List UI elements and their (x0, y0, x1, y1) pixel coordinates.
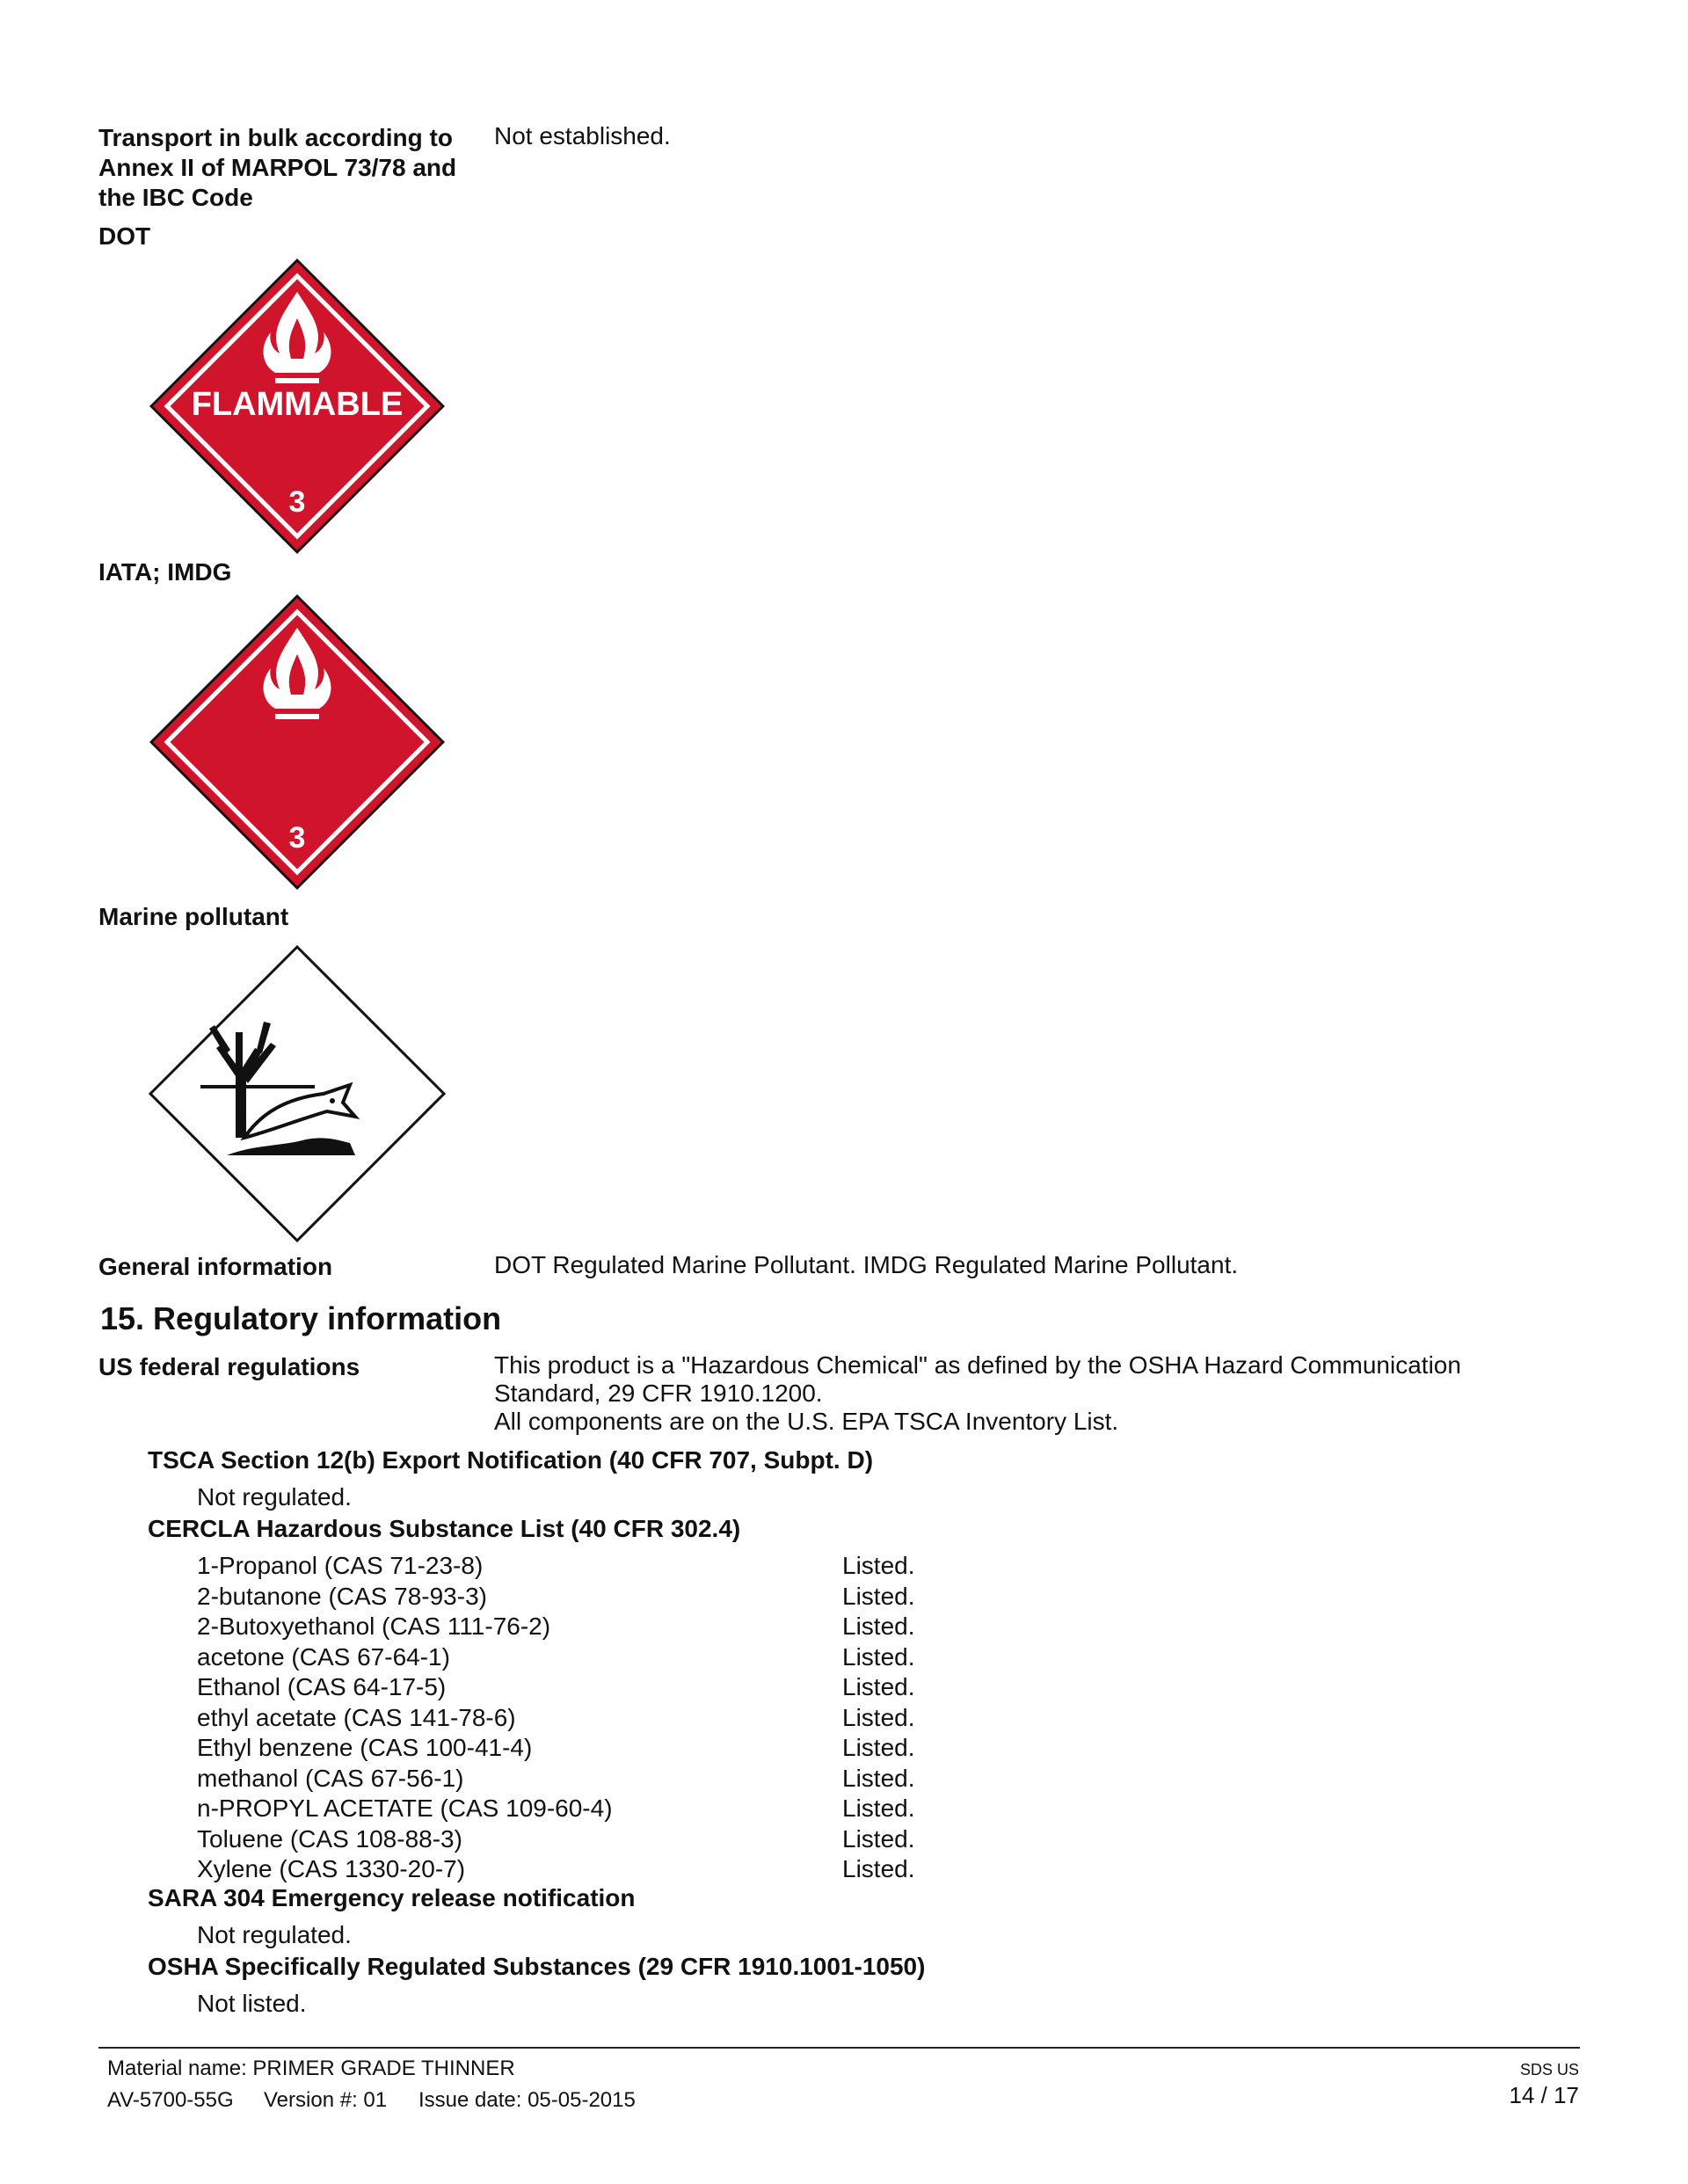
substance-name: 2-Butoxyethanol (CAS 111-76-2) (197, 1613, 551, 1640)
table-row (197, 1612, 988, 1642)
dot-label: DOT (98, 222, 151, 250)
substance-name: methanol (CAS 67-56-1) (197, 1764, 464, 1792)
section-heading: 15. Regulatory information (100, 1300, 502, 1336)
marpol-value: Not established. (494, 122, 671, 149)
substance-name: Ethyl benzene (CAS 100-41-4) (197, 1734, 533, 1761)
us-federal-label: US federal regulations (98, 1353, 360, 1380)
iata-imdg-label: IATA; IMDG (98, 558, 232, 586)
substance-name: 2-butanone (CAS 78-93-3) (197, 1582, 487, 1610)
substance-status: Listed. (842, 1642, 915, 1671)
table-row (197, 1642, 988, 1673)
osha-value: Not listed. (197, 1990, 307, 2017)
table-row (197, 1551, 988, 1582)
table-row (197, 1764, 988, 1795)
substance-status: Listed. (842, 1582, 915, 1610)
substance-status: Listed. (842, 1613, 915, 1640)
substance-status: Listed. (842, 1703, 915, 1731)
substance-status: Listed. (842, 1552, 915, 1579)
substance-name: acetone (CAS 67-64-1) (197, 1642, 450, 1671)
substance-name: Ethanol (CAS 64-17-5) (197, 1673, 447, 1700)
substance-status: Listed. (842, 1795, 915, 1822)
tsca-heading: TSCA Section 12(b) Export Notification (40 CFR 707, Subpt. D) (148, 1446, 874, 1474)
sara-heading: SARA 304 Emergency release notification (148, 1884, 636, 1911)
cercla-table (197, 1551, 988, 1885)
us-federal-line2: Standard, 29 CFR 1910.1200. (494, 1380, 823, 1407)
placard-class-number: 3 (288, 821, 306, 855)
footer-divider (98, 2047, 1580, 2049)
substance-status: Listed. (842, 1764, 915, 1792)
substance-status: Listed. (842, 1855, 915, 1882)
substance-status: Listed. (842, 1824, 915, 1853)
sara-value: Not regulated. (197, 1921, 352, 1948)
table-row (197, 1824, 988, 1855)
environmentally-hazardous-substance-mark-icon (148, 944, 447, 1243)
flammable-liquid-class3-placard-icon (148, 593, 447, 892)
substance-name: Xylene (CAS 1330-20-7) (197, 1855, 466, 1882)
us-federal-line1: This product is a "Hazardous Chemical" as defined by the OSHA Hazard Communication (494, 1351, 1461, 1379)
table-row (197, 1733, 988, 1764)
us-federal-line3: All components are on the U.S. EPA TSCA Inventory List. (494, 1408, 1119, 1435)
footer-issue-date: Issue date: 05-05-2015 (418, 2088, 636, 2112)
tsca-value: Not regulated. (197, 1483, 352, 1511)
flammable-liquid-placard-icon (148, 257, 447, 556)
table-row (197, 1672, 988, 1703)
osha-heading: OSHA Specifically Regulated Substances (29 CFR 1910.1001-1050) (148, 1953, 926, 1980)
footer-material-name: Material name: PRIMER GRADE THINNER (107, 2057, 515, 2080)
substance-status: Listed. (842, 1673, 915, 1700)
general-info-value: DOT Regulated Marine Pollutant. IMDG Regulated Marine Pollutant. (494, 1251, 1239, 1278)
placard-text: FLAMMABLE (191, 386, 404, 423)
marine-pollutant-label: Marine pollutant (98, 903, 289, 930)
table-row (197, 1703, 988, 1734)
cercla-heading: CERCLA Hazardous Substance List (40 CFR 302.4) (148, 1515, 741, 1542)
substance-name: ethyl acetate (CAS 141-78-6) (197, 1703, 516, 1731)
general-info-label: General information (98, 1253, 333, 1280)
substance-status: Listed. (842, 1734, 915, 1761)
placard-class-number: 3 (288, 485, 306, 519)
footer-product-code: AV-5700-55G (107, 2088, 234, 2112)
footer-doc-type: SDS US (1519, 2061, 1579, 2078)
table-row (197, 1582, 988, 1613)
table-row (197, 1794, 988, 1824)
footer-version: Version #: 01 (264, 2088, 388, 2112)
substance-name: 1-Propanol (CAS 71-23-8) (197, 1552, 484, 1579)
table-row (197, 1854, 988, 1885)
substance-name: n-PROPYL ACETATE (CAS 109-60-4) (197, 1795, 613, 1822)
marpol-label: Transport in bulk according to Annex II of MARPOL 73/78 and the IBC Code (98, 124, 457, 211)
footer-page-number: 14 / 17 (1509, 2082, 1579, 2108)
substance-name: Toluene (CAS 108-88-3) (197, 1824, 462, 1853)
